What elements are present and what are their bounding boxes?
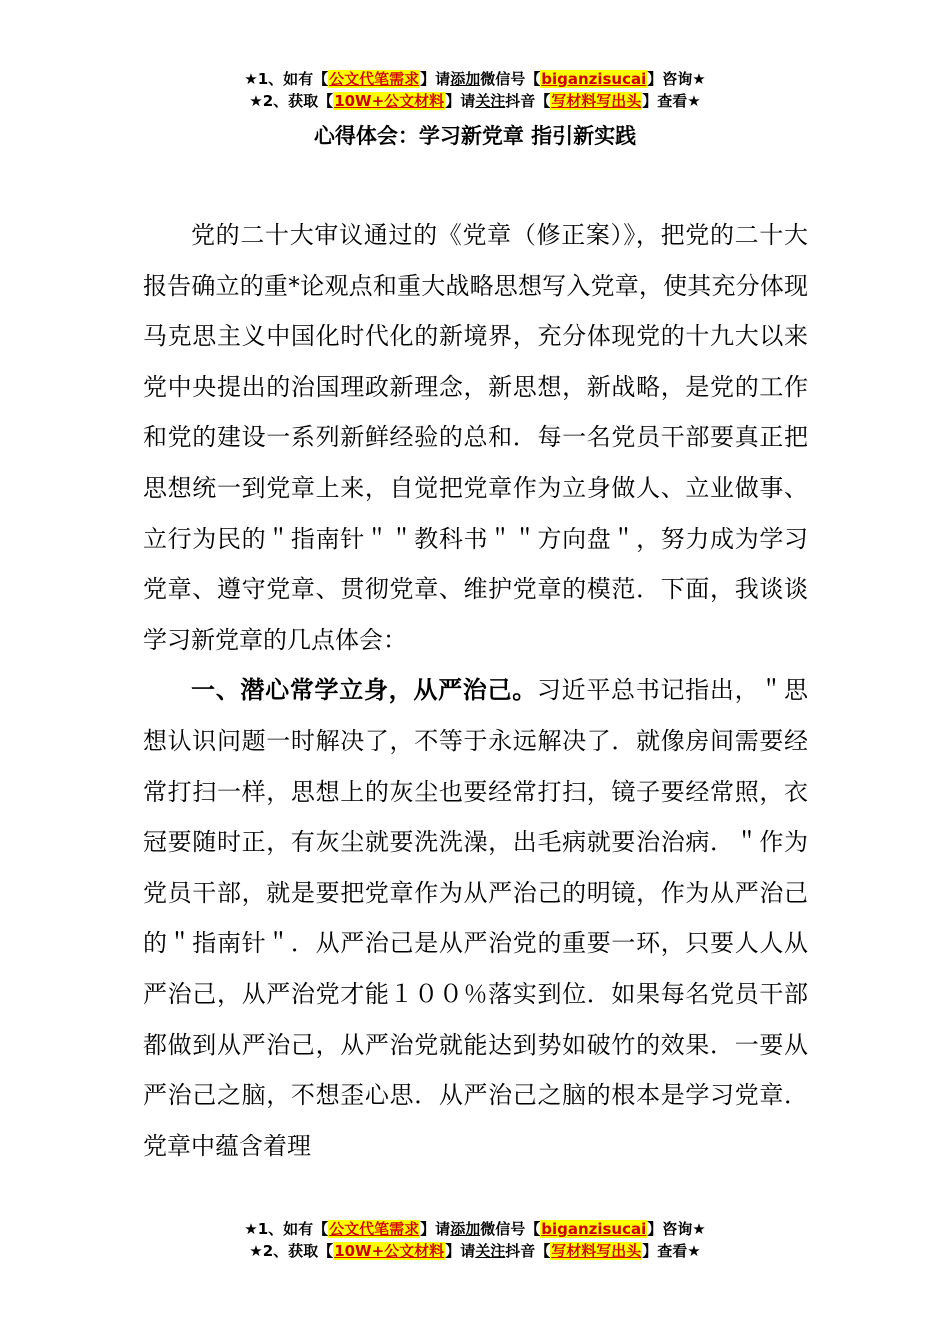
document-title: 心得体会：学习新党章 指引新实践 <box>313 124 637 148</box>
banner-text: 抖音【 <box>505 1242 551 1260</box>
header-banner <box>0 68 950 112</box>
banner-text: 】请 <box>445 92 476 110</box>
banner-text: 微信号【 <box>480 1220 541 1238</box>
highlight-douyin-account: 写材料写出头 <box>551 1242 642 1260</box>
banner-text: 】请 <box>420 1220 451 1238</box>
section-text: 习近平总书记指出，＂思想认识问题一时解决了，不等于永远解决了．就像房间需要经常打扫一样，思想上的灰尘也要经常打扫，镜子要经常照，衣冠要随时正，有灰尘就要洗洗澡，出毛病就要治治病．＂作为党员干部，就是要把党章作为从严治己的明镜，作为从严治己的＂指南针＂．从严治己是从严治党的重要一环，只要人人从严治己，从严治党才能１００％落实到位．如果每名党员干部都做到从严治己，从严治党就能达到势如破竹的效果．一要从严治己之脑，不想歪心思．从严治己之脑的根本是学习党章．党章中蕴含着理 <box>143 676 809 1160</box>
banner-text: 抖音【 <box>505 92 551 110</box>
banner-text: ★1、如有【 <box>244 1220 329 1238</box>
banner-underline-text: 添加 <box>450 1220 481 1238</box>
banner-line-1 <box>0 68 950 90</box>
banner-text: 】咨询★ <box>647 70 706 88</box>
banner-text: 】查看★ <box>642 92 701 110</box>
paragraph-intro: 党的二十大审议通过的《党章（修正案）》，把党的二十大报告确立的重*论观点和重大战略思想写入党章，使其充分体现马克思主义中国化时代化的新境界，充分体现党的十九大以来党中央提出的治国理政新理念，新思想，新战略，是党的工作和党的建设一系列新鲜经验的总和．每一名党员干部要真正把思想统一到党章上来，自觉把党章作为立身做人、立业做事、立行为民的＂指南针＂＂教科书＂＂方向盘＂，努力成为学习党章、遵守党章、贯彻党章、维护党章的模范．下面，我谈谈学习新党章的几点体会： <box>143 221 808 654</box>
highlight-douyin-account: 写材料写出头 <box>551 92 642 110</box>
banner-underline-text: 关注 <box>475 92 506 110</box>
highlight-service: 公文代笔需求 <box>329 70 420 88</box>
section-heading: 一、潜心常学立身，从严治己。 <box>191 676 537 705</box>
banner-text: 微信号【 <box>480 70 541 88</box>
banner-text: 】查看★ <box>642 1242 701 1260</box>
banner-line-1 <box>0 1218 950 1240</box>
banner-text: ★2、获取【 <box>249 1242 334 1260</box>
banner-text: 】咨询★ <box>647 1220 706 1238</box>
banner-text: ★1、如有【 <box>244 70 329 88</box>
banner-text: ★2、获取【 <box>249 92 334 110</box>
highlight-wechat-id: biganzisucai <box>541 70 647 88</box>
banner-text: 】请 <box>420 70 451 88</box>
highlight-materials: 10W+公文材料 <box>334 1242 445 1260</box>
highlight-service: 公文代笔需求 <box>329 1220 420 1238</box>
banner-line-2 <box>0 90 950 112</box>
banner-text: 】请 <box>445 1242 476 1260</box>
highlight-materials: 10W+公文材料 <box>334 92 445 110</box>
banner-underline-text: 添加 <box>450 70 481 88</box>
footer-banner <box>0 1218 950 1262</box>
banner-underline-text: 关注 <box>475 1242 506 1260</box>
paragraph-section-1 <box>143 665 808 1171</box>
banner-line-2 <box>0 1240 950 1262</box>
document-body <box>143 210 808 1171</box>
highlight-wechat-id: biganzisucai <box>541 1220 647 1238</box>
